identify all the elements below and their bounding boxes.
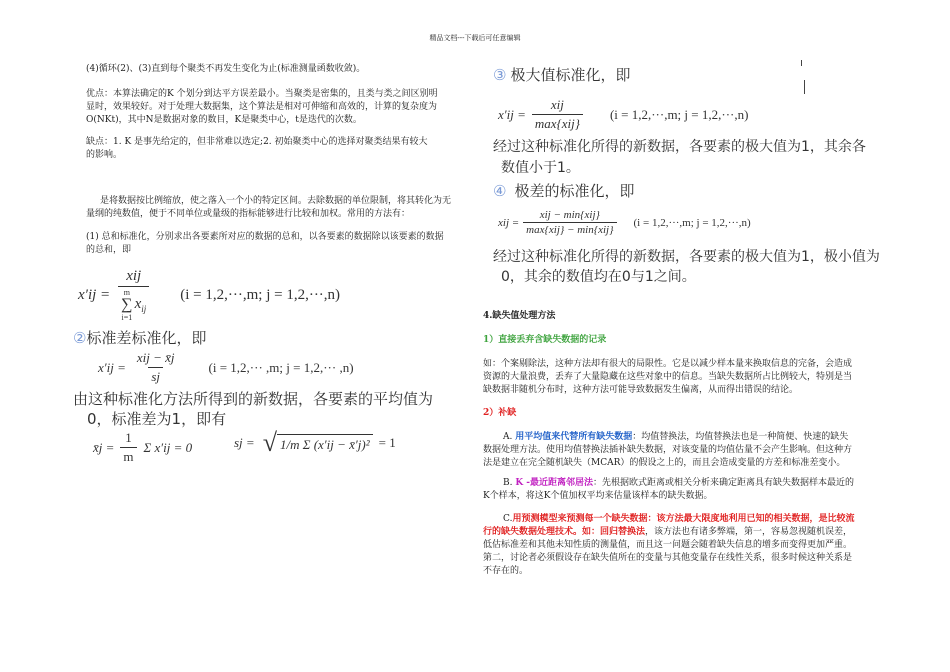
sum-line: 的总和，即	[86, 245, 132, 255]
b-bold: K -最近距离邻居法	[515, 478, 594, 488]
f4-lhs: sj =	[234, 435, 255, 450]
f5-lhs: x′ij =	[498, 106, 526, 122]
b-body-first: ：先根据欧式距离或相关分析来确定距离具有缺失数据样本最近的	[593, 478, 855, 488]
f6-lhs: xij =	[498, 216, 520, 229]
pros-line: 优点：本算法确定的K 个划分到达平方误差最小。当聚类是密集的，且类与类之间区别明	[86, 89, 438, 99]
a-body-first: ：均值替换法，均值替换法也是一种简便、快速的缺失	[632, 432, 849, 442]
range-title-text: 极差的标准化，即	[514, 182, 635, 200]
c-label: C.	[503, 514, 513, 524]
f1-numerator: xij	[126, 268, 142, 284]
f4-rhs: = 1	[378, 435, 396, 450]
method-a	[483, 431, 852, 470]
cons-line: 的影响。	[86, 150, 123, 160]
circle-3-icon: ③	[493, 66, 507, 84]
f2-numerator: xij − x̄j	[136, 350, 175, 365]
method-b	[483, 477, 854, 503]
cons-line: 缺点：1. K 是事先给定的，但非常难以选定;2. 初始聚类中心的选择对聚类结果有较大	[86, 137, 428, 147]
margin-mark	[804, 80, 805, 94]
max-title	[493, 64, 630, 85]
f5-range: (i = 1,2,···,m; j = 1,2,···,n)	[609, 106, 749, 122]
b-label: B.	[503, 478, 516, 488]
circle-4-icon: ④	[493, 182, 507, 200]
max-result-line: 数值小于1。	[501, 160, 580, 176]
max-result	[493, 137, 866, 179]
kmeans-step4: (4)循环(2)、(3)直到每个聚类不再发生变化为止(标准测量函数收敛)。	[86, 64, 366, 74]
formula-sum-normalization: x′ij = xij m ∑ i=1 $x_{ij}$ (i = 1,2,···,m; j = 1,2,···,n)	[78, 268, 341, 322]
a-line: 法是建立在完全随机缺失（MCAR）的假设之上的，而且会造成变量的方差和标准差变小。	[483, 458, 846, 468]
range-title	[493, 180, 634, 201]
missing-title: 4.缺失值处理方法	[483, 311, 556, 321]
f2-range: (i = 1,2,··· ,m; j = 1,2,··· ,n)	[208, 359, 354, 375]
std-title-text: 标准差标准化，即	[86, 329, 207, 347]
f3-lhs: x̄j =	[93, 439, 115, 455]
s1-line: 资源的大量浪费，丢弃了大量隐藏在这些对象中的信息。当缺失数据所占比例较大，特别是当	[483, 372, 853, 382]
c-body-2: ，该方法也有诸多弊端，第一，容易忽视随机误差，	[645, 527, 853, 537]
formula-std-normalization	[98, 350, 354, 385]
section-2-title: 2）补缺	[483, 408, 517, 418]
margin-mark	[801, 60, 802, 66]
a-bold: 用平均值来代替所有缺失数据	[515, 432, 633, 442]
intro-line: 量纲的纯数值，便于不同单位或量级的指标能够进行比较和加权。常用的方法有：	[86, 209, 411, 219]
method-c	[483, 513, 854, 578]
f2-lhs: x′ij =	[98, 359, 126, 375]
circle-2-icon: ②	[73, 329, 87, 347]
f3-frac-num: 1	[125, 430, 132, 445]
f3-frac-den: m	[120, 447, 136, 465]
formula-max-normalization	[498, 97, 748, 132]
f1-sum-bottom: i=1	[121, 313, 133, 322]
normalization-intro	[86, 195, 451, 221]
section-1-body	[483, 358, 852, 397]
f5-numerator: xij	[550, 97, 564, 112]
std-result-line: 0，标准差为1，即有	[87, 410, 227, 428]
sum-line: (1) 总和标准化，分别求出各要素所对应的数据的总和，以各要素的数据除以该要素的数据	[86, 232, 444, 242]
f6-numerator: xij − min{xij}	[539, 209, 600, 221]
f6-range: (i = 1,2,···,m; j = 1,2,···,n)	[633, 216, 751, 229]
max-title-text: 极大值标准化，即	[510, 66, 631, 84]
c-bold-2: 行的缺失数据处理技术。如：回归替换法	[483, 527, 646, 537]
range-result-line: 经过这种标准化所得的新数据，各要素的极大值为1，极小值为	[493, 249, 880, 265]
kmeans-cons	[86, 136, 428, 162]
max-result-line: 经过这种标准化所得的新数据，各要素的极大值为1，其余各	[493, 139, 866, 155]
pros-line: O(NKt)，其中N是数据对象的数目，K是聚类中心，t是迭代的次数。	[86, 115, 362, 125]
pros-line: 显时，效果较好。对于处理大数据集，这个算法是相对可伸缩和高效的，计算的复杂度为	[86, 102, 438, 112]
formula-std-one: sj = √ 1/m Σ (x′ij − x̄′j)² = 1	[234, 428, 396, 457]
s1-line: 缺数据非随机分布时，这种方法可能导致数据发生偏离，从而得出错误的结论。	[483, 385, 799, 395]
b-line: K个样本，将这K个值加权平均来估量该样本的缺失数据。	[483, 491, 713, 501]
std-result-line: 由这种标准化方法所得到的新数据，各要素的平均值为	[73, 390, 434, 408]
a-label: A.	[503, 432, 516, 442]
formula-mean-zero	[93, 430, 192, 465]
std-result	[73, 389, 433, 429]
c-line: 不存在的。	[483, 566, 529, 576]
std-title	[73, 327, 206, 348]
kmeans-pros	[86, 88, 476, 127]
intro-line: 是将数据按比例缩放，使之落入一个小的特定区间。去除数据的单位限制，将其转化为无	[100, 196, 452, 206]
f6-denominator: max{xij} − min{xij}	[523, 222, 616, 236]
range-result-line: 0，其余的数值均在0与1之间。	[501, 269, 696, 285]
f2-denominator: sj	[148, 367, 163, 385]
page-header: 精品文档---下载后可任意编辑	[429, 34, 521, 42]
formula-range-normalization	[498, 209, 751, 236]
range-result	[493, 247, 880, 287]
s1-line: 如：个案剔除法，这种方法却有很大的局限性。它是以减少样本量来换取信息的完备，会造成	[483, 359, 853, 369]
f3-rest: Σ x′ij = 0	[143, 439, 193, 455]
a-line: 数据处理方法。使用均值替换法插补缺失数据，对该变量的均值估量不会产生影响。但这种方	[483, 445, 853, 455]
f1-lhs: x′ij =	[78, 286, 111, 303]
c-bold-1: 用预测模型来预测每一个缺失数据：该方法最大限度地利用已知的相关数据，是比较流	[512, 514, 855, 524]
section-1-title: 1）直接丢弃含缺失数据的记录	[483, 335, 607, 345]
sum-method	[86, 231, 444, 257]
c-line: 低估标准差和其他未知性质的测量值，而且这一问题会随着缺失信息的增多而变得更加严重。	[483, 540, 853, 550]
f4-body: 1/m Σ (x′ij − x̄′j)²	[277, 434, 373, 453]
f1-sum-top: m	[123, 288, 130, 297]
f5-denominator: max{xij}	[532, 114, 583, 132]
c-line: 第二，讨论者必须假设存在缺失值所在的变量与其他变量存在线性关系，很多时候这种关系是	[483, 553, 853, 563]
f1-range: (i = 1,2,···,m; j = 1,2,···,n)	[180, 286, 341, 303]
